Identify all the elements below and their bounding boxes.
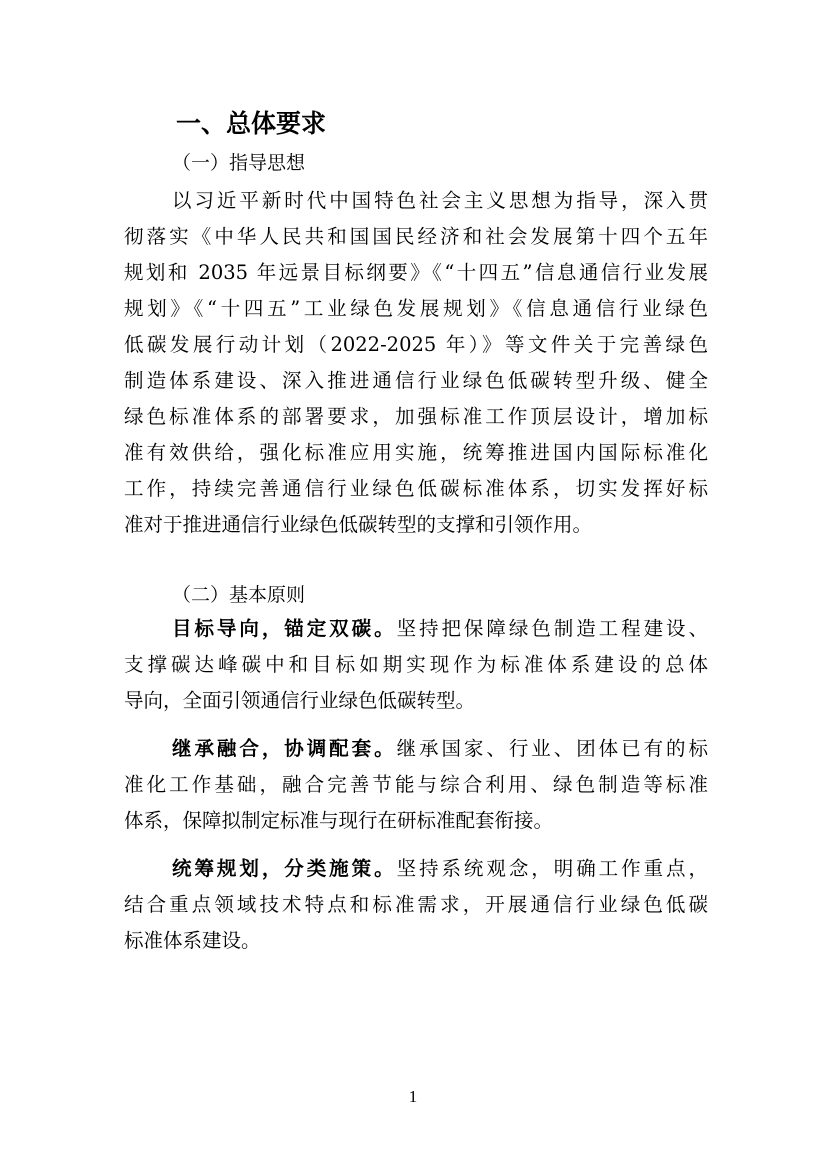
paragraph-line: 准化工作基础，融合完善节能与综合利用、绿色制造等标准 (124, 773, 708, 796)
paragraph-line: 准有效供给，强化标准应用实施，统筹推进国内国际标准化 (124, 441, 708, 464)
paragraph-line (124, 611, 708, 647)
principle-title: 继承融合，协调配套。 (172, 737, 397, 760)
paragraph-line: 结合重点领域技术特点和标准需求，开展通信行业绿色低碳 (124, 893, 708, 916)
paragraph-line: 绿色标准体系的部署要求，加强标准工作顶层设计，增加标 (124, 405, 708, 428)
principle-inheritance-integration (124, 731, 708, 839)
paragraph-line: 导向，全面引领通信行业绿色低碳转型。 (124, 689, 476, 712)
principle-text: 坚持把保障绿色制造工程建设、 (396, 617, 708, 640)
paragraph-line: 工作，持续完善通信行业绿色低碳标准体系，切实发挥好标 (124, 477, 708, 500)
paragraph-line: 规划》《“十四五”工业绿色发展规划》《信息通信行业绿色 (124, 297, 708, 320)
paragraph-line (124, 731, 708, 767)
paragraph-line: 准对于推进通信行业绿色低碳转型的支撑和引领作用。 (124, 513, 593, 536)
subsection-title-guiding-thought: （一）指导思想 (172, 152, 306, 174)
paragraph-line: 标准体系建设。 (124, 929, 261, 952)
page-number: 1 (408, 1087, 418, 1106)
principle-text: 坚持系统观念，明确工作重点， (396, 857, 708, 880)
paragraph-line: 规划和 2035 年远景目标纲要》《“十四五”信息通信行业发展 (124, 261, 708, 284)
section-title: 一、总体要求 (176, 109, 327, 138)
guiding-thought-paragraph (124, 183, 708, 543)
principle-text: 继承国家、行业、团体已有的标 (396, 737, 708, 760)
paragraph-line: 以习近平新时代中国特色社会主义思想为指导，深入贯 (172, 189, 708, 212)
paragraph-line: 彻落实《中华人民共和国国民经济和社会发展第十四个五年 (124, 225, 708, 248)
principle-goal-oriented (124, 611, 708, 719)
subsection-title-basic-principles: （二）基本原则 (172, 584, 306, 606)
paragraph-line: 支撑碳达峰碳中和目标如期实现作为标准体系建设的总体 (124, 653, 708, 676)
paragraph-line: 体系，保障拟制定标准与现行在研标准配套衔接。 (124, 809, 554, 832)
paragraph-line: 低碳发展行动计划（2022-2025 年）》等文件关于完善绿色 (124, 333, 708, 356)
principle-title: 目标导向，锚定双碳。 (172, 617, 397, 640)
principle-overall-planning (124, 851, 708, 959)
principle-title: 统筹规划，分类施策。 (172, 857, 397, 880)
paragraph-line (124, 851, 708, 887)
paragraph-line: 制造体系建设、深入推进通信行业绿色低碳转型升级、健全 (124, 369, 708, 392)
